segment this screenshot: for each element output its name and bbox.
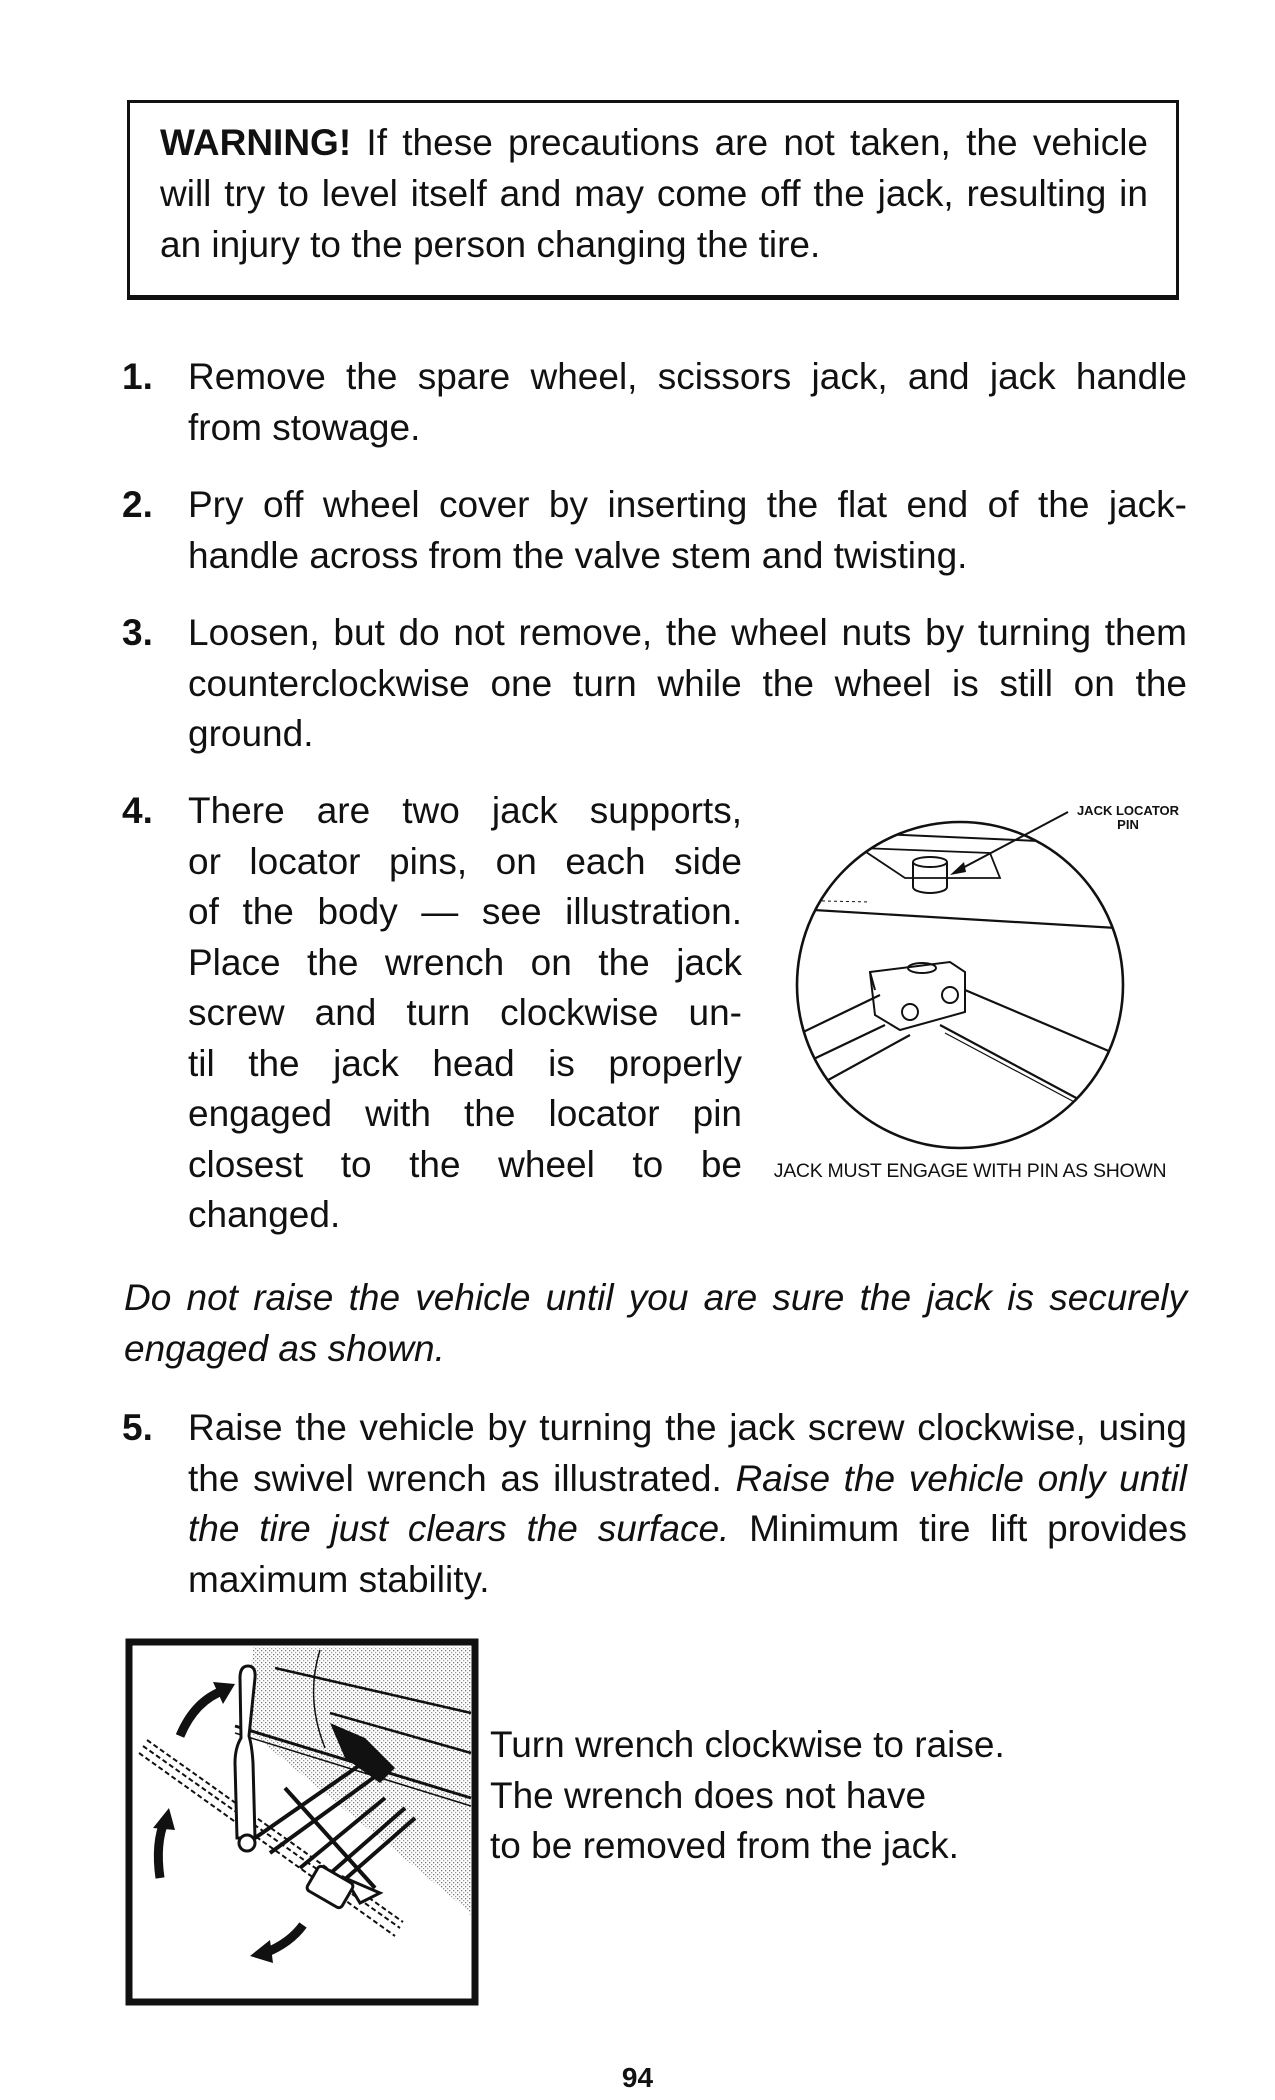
step-line: screw and turn clockwise un- bbox=[188, 992, 742, 1033]
step-1 bbox=[122, 352, 1187, 453]
step-4 bbox=[122, 786, 742, 1241]
step-line: changed. bbox=[188, 1194, 341, 1235]
warning-paragraph bbox=[160, 117, 1148, 270]
warning-box bbox=[127, 100, 1179, 300]
step-text-plain: Raise the vehicle by turning the jack screw clockwise, using the swivel wrench as illustrated. bbox=[188, 1407, 1187, 1499]
step-number: 4. bbox=[122, 790, 153, 831]
callout-line-1: JACK LOCATOR bbox=[1076, 803, 1180, 818]
locator-pin bbox=[913, 887, 947, 893]
step-text-after: Minimum tire lift provides maximum stability. bbox=[188, 1508, 1187, 1600]
step-number: 1. bbox=[122, 356, 153, 397]
step-line: til the jack head is properly bbox=[188, 1042, 742, 1084]
wrench-illustration bbox=[125, 1638, 481, 2008]
callout-arrowhead bbox=[950, 862, 966, 875]
jack-arm-right bbox=[965, 990, 1130, 1060]
italic-note: Do not raise the vehicle until you are sure the jack is securely engaged as shown. bbox=[124, 1277, 1187, 1369]
step-line: closest to the wheel to be bbox=[188, 1143, 742, 1185]
callout-line-2: PIN bbox=[1117, 817, 1139, 832]
step-5 bbox=[122, 1403, 1187, 1605]
step-line: or locator pins, on each side bbox=[188, 840, 742, 882]
step-text: Loosen, but do not remove, the wheel nuts by turning them counterclockwise one turn while the wheel is still on the ground. bbox=[188, 612, 1187, 754]
jack-locator-illustration bbox=[750, 790, 1190, 1190]
step-text bbox=[188, 1403, 1187, 1605]
step-number: 3. bbox=[122, 612, 153, 653]
warning-text: If these precautions are not taken, the vehicle will try to level itself and may come off the jack, resulting in an injury to the person changing the tire. bbox=[160, 122, 1148, 265]
wrench-figure-caption bbox=[490, 1720, 1005, 1872]
locator-figure-caption: JACK MUST ENGAGE WITH PIN AS SHOWN bbox=[773, 1160, 1167, 1182]
locator-plate bbox=[860, 848, 1000, 878]
jack-locator-drawing bbox=[750, 790, 1190, 1160]
step-2 bbox=[122, 480, 1187, 581]
caption-line: Turn wrench clockwise to raise. bbox=[490, 1724, 1005, 1765]
jack-arm-left bbox=[770, 995, 880, 1048]
caption-line: to be removed from the jack. bbox=[490, 1825, 959, 1866]
sill-line bbox=[780, 908, 1150, 930]
callout-label bbox=[1068, 804, 1188, 832]
warning-label: WARNING! bbox=[160, 122, 352, 163]
body-edge-line bbox=[790, 830, 1130, 845]
pin-top bbox=[913, 857, 947, 867]
step-line: of the body — see illustration. bbox=[188, 891, 742, 932]
callout-line bbox=[955, 812, 1068, 872]
caption-line: The wrench does not have bbox=[490, 1774, 927, 1816]
step-line: Place the wrench on the jack bbox=[188, 941, 742, 983]
step-line: There are two jack supports, bbox=[188, 790, 742, 831]
page-number: 94 bbox=[621, 2062, 654, 2093]
step-text-italic: Raise the vehicle only until the tire just clears the surface. bbox=[188, 1457, 1188, 1549]
step-3 bbox=[122, 608, 1187, 760]
step-line: engaged with the locator pin bbox=[188, 1093, 742, 1134]
step-number: 2. bbox=[122, 484, 153, 525]
step-text: Remove the spare wheel, scissors jack, and jack handle from stowage. bbox=[188, 356, 1187, 448]
step-text: Pry off wheel cover by inserting the flat end of the jack-handle across from the valve stem and twisting. bbox=[188, 484, 1187, 576]
wrench-drawing bbox=[125, 1638, 481, 2008]
step-number: 5. bbox=[122, 1407, 153, 1448]
step-text bbox=[188, 786, 742, 1241]
